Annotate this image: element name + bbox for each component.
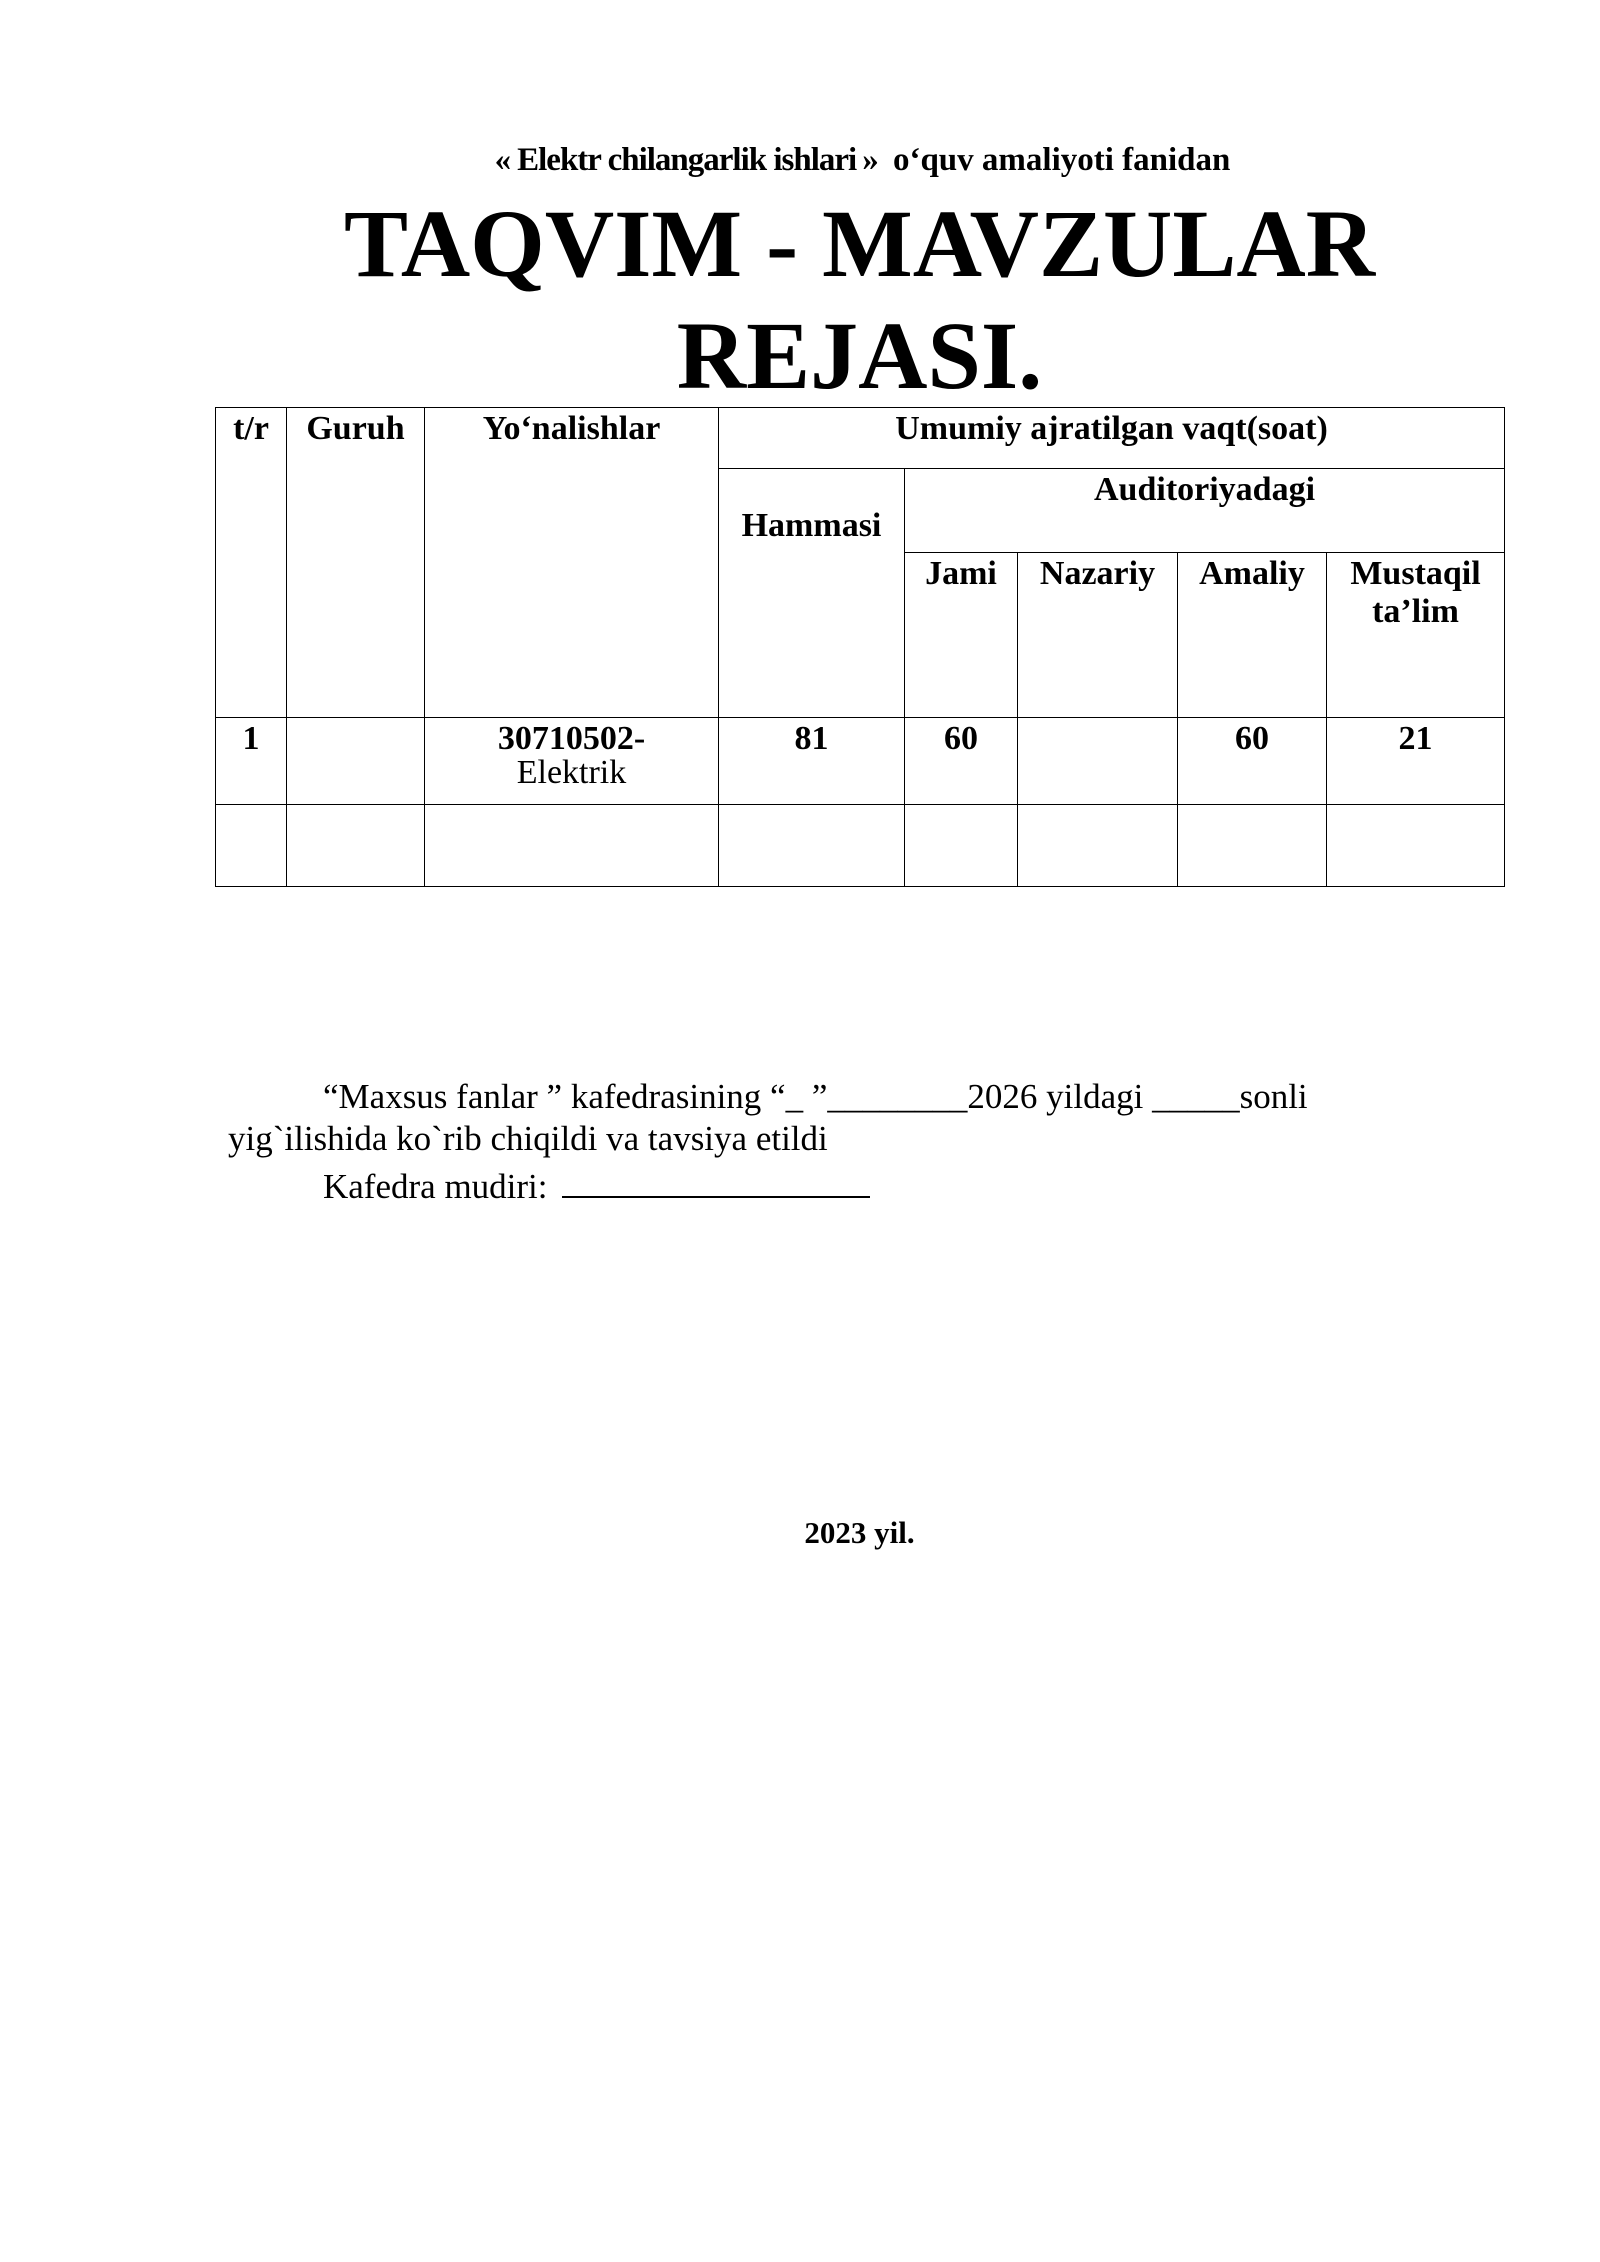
title-line-1: TAQVIM - MAVZULAR bbox=[343, 190, 1376, 297]
header-nazariy: Nazariy bbox=[1018, 553, 1178, 718]
header-row-1 bbox=[216, 408, 1505, 469]
page-title bbox=[0, 188, 1600, 412]
header-direction: Yo‘nalishlar bbox=[425, 408, 719, 718]
head-label: Kafedra mudiri: bbox=[323, 1167, 548, 1206]
subtitle bbox=[0, 142, 1600, 179]
cell-all bbox=[719, 805, 905, 887]
cell-mustaqil bbox=[1327, 805, 1505, 887]
header-amaliy: Amaliy bbox=[1178, 553, 1327, 718]
signature-blank bbox=[562, 1160, 870, 1198]
cell-jami: 60 bbox=[905, 718, 1018, 805]
cell-direction bbox=[425, 718, 719, 805]
cell-tr bbox=[216, 805, 287, 887]
direction-code: 30710502- bbox=[497, 720, 646, 757]
title-line-2: REJASI. bbox=[676, 302, 1043, 409]
header-group: Guruh bbox=[287, 408, 425, 718]
close-quote: » bbox=[862, 142, 879, 178]
cell-jami bbox=[905, 805, 1018, 887]
head-signature-line bbox=[323, 1160, 870, 1208]
approval-line-1: “Maxsus fanlar ” kafedrasining “_ ”________2026 yildagi _____sonli bbox=[323, 1077, 1308, 1116]
open-quote: « bbox=[494, 142, 512, 178]
header-auditorium: Auditoriyadagi bbox=[905, 469, 1505, 553]
cell-group bbox=[287, 805, 425, 887]
cell-tr: 1 bbox=[216, 718, 287, 805]
subject-name: Elektr chilangarlik ishlari bbox=[517, 142, 857, 178]
subtitle-suffix: o‘quv amaliyoti fanidan bbox=[892, 142, 1231, 178]
cell-amaliy bbox=[1178, 805, 1327, 887]
cell-all: 81 bbox=[719, 718, 905, 805]
plan-table bbox=[215, 407, 1505, 887]
cell-amaliy: 60 bbox=[1178, 718, 1327, 805]
cell-mustaqil: 21 bbox=[1327, 718, 1505, 805]
cell-direction bbox=[425, 805, 719, 887]
header-mustaqil: Mustaqil ta’lim bbox=[1327, 553, 1505, 718]
cell-group bbox=[287, 718, 425, 805]
cell-nazariy bbox=[1018, 718, 1178, 805]
table-row bbox=[216, 805, 1505, 887]
table-row bbox=[216, 718, 1505, 805]
year: 2023 yil. bbox=[804, 1515, 915, 1550]
header-total-time: Umumiy ajratilgan vaqt(soat) bbox=[719, 408, 1505, 469]
header-tr: t/r bbox=[216, 408, 287, 718]
cell-nazariy bbox=[1018, 805, 1178, 887]
header-all: Hammasi bbox=[719, 469, 905, 718]
header-jami: Jami bbox=[905, 553, 1018, 718]
approval-line-2: yig`ilishida ko`rib chiqildi va tavsiya etildi bbox=[228, 1119, 828, 1158]
direction-name: Elektrik bbox=[516, 754, 627, 791]
